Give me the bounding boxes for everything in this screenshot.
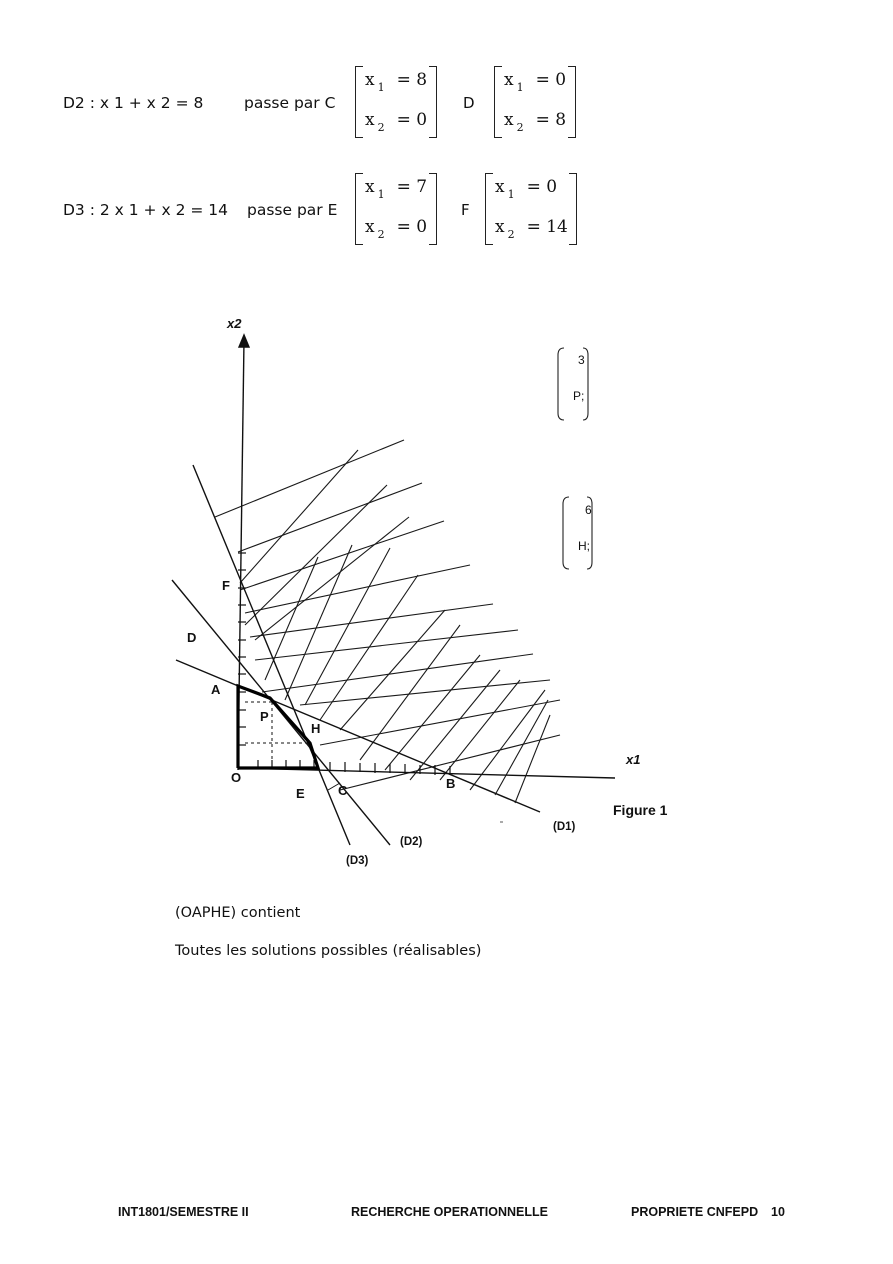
point-c-matrix: x $_1$ = 8 x $_2$ = 0	[355, 66, 437, 138]
line-d3	[193, 465, 350, 845]
h-box-bottom: H;	[578, 539, 590, 553]
line-d1	[176, 660, 540, 812]
feasible-region-figure	[0, 290, 893, 890]
point-f-letter: F	[461, 201, 470, 219]
point-f-matrix: x $_1$ = 0 x $_2$ = 14	[485, 173, 577, 245]
footer-course-title: RECHERCHE OPERATIONNELLE	[351, 1205, 549, 1219]
p-box-top: 3	[578, 353, 585, 367]
p-box-bottom: P;	[573, 389, 585, 403]
point-e-label: E	[296, 786, 305, 801]
feasible-region-boundary	[238, 686, 321, 768]
footer-page-number: 10	[771, 1205, 785, 1219]
h-box-top: 6	[585, 503, 592, 517]
point-a-label: A	[211, 682, 221, 697]
axis-x2-label: x2	[227, 316, 242, 331]
point-d-letter: D	[463, 94, 475, 112]
line-d2-label: (D2)	[400, 836, 423, 848]
oaphe-contains-text: (OAPHE) contient	[175, 905, 301, 921]
point-e-matrix: x $_1$ = 7 x $_2$ = 0	[355, 173, 437, 245]
point-p-label: P	[260, 709, 269, 724]
point-d-label: D	[187, 630, 197, 645]
equation-d2-passe: passe par C	[244, 94, 336, 112]
line-d1-label: (D1)	[553, 821, 576, 833]
p-box-left-bracket	[558, 348, 564, 420]
footer-course-code: INT1801/SEMESTRE II	[118, 1205, 249, 1219]
point-d-matrix: x $_1$ = 0 x $_2$ = 8	[494, 66, 576, 138]
point-f-label: F	[222, 578, 230, 593]
feasible-solutions-text: Toutes les solutions possibles (réalisables)	[175, 943, 482, 959]
point-c-label: C	[338, 783, 348, 798]
point-b-label: B	[446, 776, 456, 791]
line-d3-label: (D3)	[346, 855, 369, 867]
point-o-label: O	[231, 770, 242, 785]
equation-d2-label: D2 : x 1 + x 2 = 8	[63, 94, 204, 112]
h-box-left-bracket	[563, 497, 569, 569]
footer-owner: PROPRIETE CNFEPD	[631, 1205, 759, 1219]
figure-caption: Figure 1	[613, 802, 668, 818]
axis-x1-label: x1	[626, 752, 641, 767]
point-h-label: H	[311, 721, 321, 736]
equation-d3-passe: passe par E	[247, 201, 338, 219]
axis-x2-arrow	[239, 335, 249, 347]
equation-d3-label: D3 : 2 x 1 + x 2 = 14	[63, 201, 228, 219]
